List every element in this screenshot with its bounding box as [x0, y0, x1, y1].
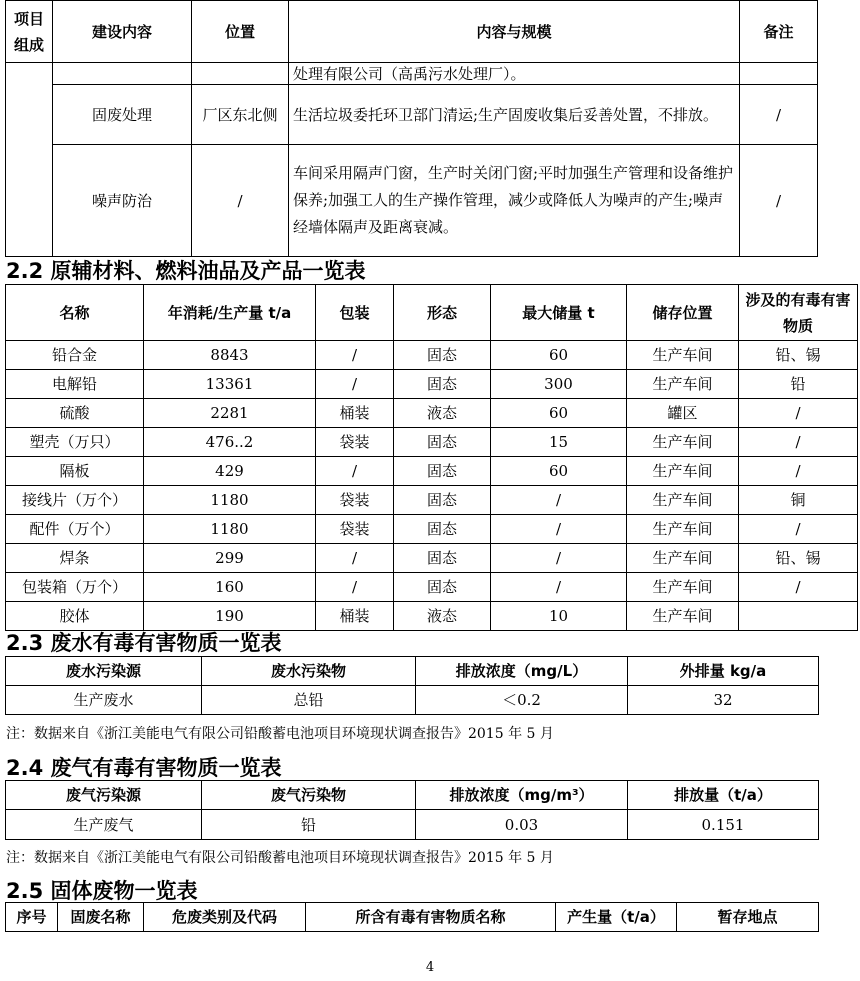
material-name-cell: 电解铅	[6, 370, 144, 399]
annual-amount-cell: 13361	[144, 370, 316, 399]
annual-amount-cell: 1180	[144, 515, 316, 544]
toxic-substances-cell: 铜	[739, 486, 858, 515]
header-content: 建设内容	[53, 1, 192, 63]
header-name: 名称	[6, 285, 144, 341]
annual-amount-cell: 2281	[144, 399, 316, 428]
material-name-cell: 塑壳（万只）	[6, 428, 144, 457]
table-row	[6, 486, 858, 515]
storage-location-cell: 生产车间	[627, 370, 739, 399]
location-cell	[192, 63, 289, 85]
table-row	[6, 573, 858, 602]
header-storage-place: 暂存地点	[677, 903, 819, 932]
cell: 0.151	[628, 810, 819, 840]
material-name-cell: 胶体	[6, 602, 144, 631]
header-max-storage: 最大储量 t	[491, 285, 627, 341]
storage-location-cell: 罐区	[627, 399, 739, 428]
packaging-cell: 袋装	[316, 486, 394, 515]
packaging-cell: /	[316, 341, 394, 370]
content-cell	[53, 63, 192, 85]
toxic-substances-cell: 铅、锡	[739, 544, 858, 573]
header-wastewater-source: 废水污染源	[6, 657, 202, 686]
section-title-2-4: 2.4 废气有毒有害物质一览表	[6, 756, 282, 780]
cell: 总铅	[202, 686, 416, 715]
storage-location-cell: 生产车间	[627, 341, 739, 370]
material-name-cell: 接线片（万个）	[6, 486, 144, 515]
storage-location-cell: 生产车间	[627, 457, 739, 486]
annual-amount-cell: 476..2	[144, 428, 316, 457]
packaging-cell: /	[316, 457, 394, 486]
header-concentration: 排放浓度（mg/m³）	[416, 781, 628, 810]
note-cell: /	[740, 145, 818, 257]
toxic-substances-cell: 铅、锡	[739, 341, 858, 370]
header-toxic-names: 所含有毒有害物质名称	[306, 903, 556, 932]
header-waste-name: 固废名称	[58, 903, 144, 932]
scale-cell: 车间采用隔声门窗，生产时关闭门窗;平时加强生产管理和设备维护保养;加强工人的生产操作管理，减少或降低人为噪声的产生;噪声经墙体隔声及距离衰减。	[289, 145, 740, 257]
header-wastewater-pollutant: 废水污染物	[202, 657, 416, 686]
storage-location-cell: 生产车间	[627, 544, 739, 573]
header-emission: 排放量（t/a）	[628, 781, 819, 810]
max-storage-cell: /	[491, 515, 627, 544]
max-storage-cell: 15	[491, 428, 627, 457]
project-composition-table	[5, 0, 818, 257]
data-source-note: 注：数据来自《浙江美能电气有限公司铅酸蓄电池项目环境现状调查报告》2015 年 5 月	[6, 726, 554, 742]
state-cell: 固态	[394, 515, 491, 544]
content-cell: 固废处理	[53, 85, 192, 145]
scale-cell: 处理有限公司（高禹污水处理厂）。	[289, 63, 740, 85]
annual-amount-cell: 190	[144, 602, 316, 631]
location-cell: 厂区东北侧	[192, 85, 289, 145]
max-storage-cell: 300	[491, 370, 627, 399]
header-concentration: 排放浓度（mg/L）	[416, 657, 628, 686]
page-number: 4	[425, 960, 435, 975]
packaging-cell: /	[316, 370, 394, 399]
content-cell: 噪声防治	[53, 145, 192, 257]
table-row	[6, 686, 819, 715]
material-name-cell: 硫酸	[6, 399, 144, 428]
state-cell: 固态	[394, 544, 491, 573]
material-name-cell: 焊条	[6, 544, 144, 573]
data-source-note: 注：数据来自《浙江美能电气有限公司铅酸蓄电池项目环境现状调查报告》2015 年 5 月	[6, 850, 554, 866]
cell: 32	[628, 686, 819, 715]
table-row	[6, 145, 818, 257]
header-annual-consumption: 年消耗/生产量 t/a	[144, 285, 316, 341]
note-cell	[740, 63, 818, 85]
max-storage-cell: 60	[491, 399, 627, 428]
cell: 0.03	[416, 810, 628, 840]
max-storage-cell: 60	[491, 341, 627, 370]
storage-location-cell: 生产车间	[627, 486, 739, 515]
toxic-substances-cell	[739, 602, 858, 631]
packaging-cell: 袋装	[316, 428, 394, 457]
table-row	[6, 399, 858, 428]
table-row	[6, 515, 858, 544]
section-title-2-3: 2.3 废水有毒有害物质一览表	[6, 631, 282, 655]
table-row	[6, 810, 819, 840]
state-cell: 固态	[394, 370, 491, 399]
storage-location-cell: 生产车间	[627, 573, 739, 602]
header-exhaust-source: 废气污染源	[6, 781, 202, 810]
location-cell: /	[192, 145, 289, 257]
annual-amount-cell: 160	[144, 573, 316, 602]
toxic-substances-cell: /	[739, 457, 858, 486]
packaging-cell: 袋装	[316, 515, 394, 544]
table-row	[6, 544, 858, 573]
toxic-substances-cell: /	[739, 573, 858, 602]
solid-waste-table	[5, 902, 819, 932]
material-name-cell: 铅合金	[6, 341, 144, 370]
max-storage-cell: /	[491, 544, 627, 573]
toxic-substances-cell: /	[739, 515, 858, 544]
max-storage-cell: /	[491, 573, 627, 602]
toxic-substances-cell: 铅	[739, 370, 858, 399]
item-cell	[6, 63, 53, 257]
storage-location-cell: 生产车间	[627, 515, 739, 544]
table-row	[6, 85, 818, 145]
packaging-cell: 桶装	[316, 602, 394, 631]
toxic-substances-cell: /	[739, 428, 858, 457]
storage-location-cell: 生产车间	[627, 602, 739, 631]
packaging-cell: 桶装	[316, 399, 394, 428]
packaging-cell: /	[316, 544, 394, 573]
header-hazard-code: 危废类别及代码	[144, 903, 306, 932]
state-cell: 固态	[394, 341, 491, 370]
header-item: 项目组成	[6, 1, 53, 63]
table-row	[6, 341, 858, 370]
cell: ＜0.2	[416, 686, 628, 715]
state-cell: 固态	[394, 573, 491, 602]
header-storage-location: 储存位置	[627, 285, 739, 341]
packaging-cell: /	[316, 573, 394, 602]
header-serial: 序号	[6, 903, 58, 932]
materials-table	[5, 284, 858, 631]
scale-cell: 生活垃圾委托环卫部门清运;生产固废收集后妥善处置，不排放。	[289, 85, 740, 145]
section-title-2-2: 2.2 原辅材料、燃料油品及产品一览表	[6, 259, 366, 283]
exhaust-table	[5, 780, 819, 840]
header-toxic-substances: 涉及的有毒有害物质	[739, 285, 858, 341]
section-title-2-5: 2.5 固体废物一览表	[6, 879, 198, 903]
toxic-substances-cell: /	[739, 399, 858, 428]
header-state: 形态	[394, 285, 491, 341]
header-exhaust-pollutant: 废气污染物	[202, 781, 416, 810]
table-row	[6, 370, 858, 399]
state-cell: 固态	[394, 428, 491, 457]
max-storage-cell: 60	[491, 457, 627, 486]
table-row	[6, 63, 818, 85]
cell: 生产废水	[6, 686, 202, 715]
annual-amount-cell: 299	[144, 544, 316, 573]
state-cell: 固态	[394, 486, 491, 515]
max-storage-cell: /	[491, 486, 627, 515]
annual-amount-cell: 429	[144, 457, 316, 486]
cell: 铅	[202, 810, 416, 840]
state-cell: 液态	[394, 602, 491, 631]
cell: 生产废气	[6, 810, 202, 840]
header-scale: 内容与规模	[289, 1, 740, 63]
material-name-cell: 包装箱（万个）	[6, 573, 144, 602]
annual-amount-cell: 1180	[144, 486, 316, 515]
note-cell: /	[740, 85, 818, 145]
header-amount: 产生量（t/a）	[556, 903, 677, 932]
annual-amount-cell: 8843	[144, 341, 316, 370]
max-storage-cell: 10	[491, 602, 627, 631]
header-discharge: 外排量 kg/a	[628, 657, 819, 686]
material-name-cell: 配件（万个）	[6, 515, 144, 544]
header-location: 位置	[192, 1, 289, 63]
header-packaging: 包装	[316, 285, 394, 341]
header-note: 备注	[740, 1, 818, 63]
storage-location-cell: 生产车间	[627, 428, 739, 457]
state-cell: 液态	[394, 399, 491, 428]
table-row	[6, 602, 858, 631]
wastewater-table	[5, 656, 819, 715]
material-name-cell: 隔板	[6, 457, 144, 486]
table-row	[6, 457, 858, 486]
table-row	[6, 428, 858, 457]
state-cell: 固态	[394, 457, 491, 486]
